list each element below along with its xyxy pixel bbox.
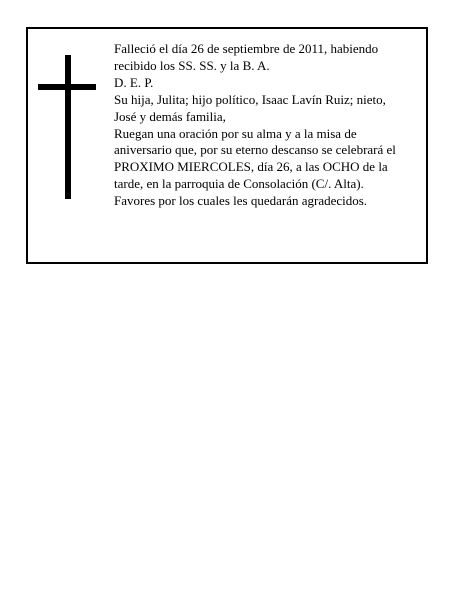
text-line: tarde, en la parroquia de Consolación (C/. Alta). xyxy=(114,176,364,192)
text-line: Favores por los cuales les quedarán agradecidos. xyxy=(114,193,368,209)
cross-vertical-bar xyxy=(65,55,71,199)
text-line: José y demás familia, xyxy=(114,108,226,124)
text-line: Ruegan una oración por su alma y a la misa de xyxy=(114,125,357,141)
obituary-card xyxy=(26,27,428,264)
text-line: PROXIMO MIERCOLES, día 26, a las OCHO de la xyxy=(114,159,388,175)
text-line: recibido los SS. SS. y la B. A. xyxy=(114,57,270,73)
text-line: Falleció el día 26 de septiembre de 2011, habiendo xyxy=(114,41,379,56)
cross-horizontal-bar xyxy=(38,84,96,90)
text-line: Su hija, Julita; hijo político, Isaac Lavín Ruiz; nieto, xyxy=(114,91,386,107)
obituary-text xyxy=(114,41,419,210)
text-line: D. E. P. xyxy=(114,74,154,90)
text-line: aniversario que, por su eterno descanso se celebrará el xyxy=(114,142,396,158)
